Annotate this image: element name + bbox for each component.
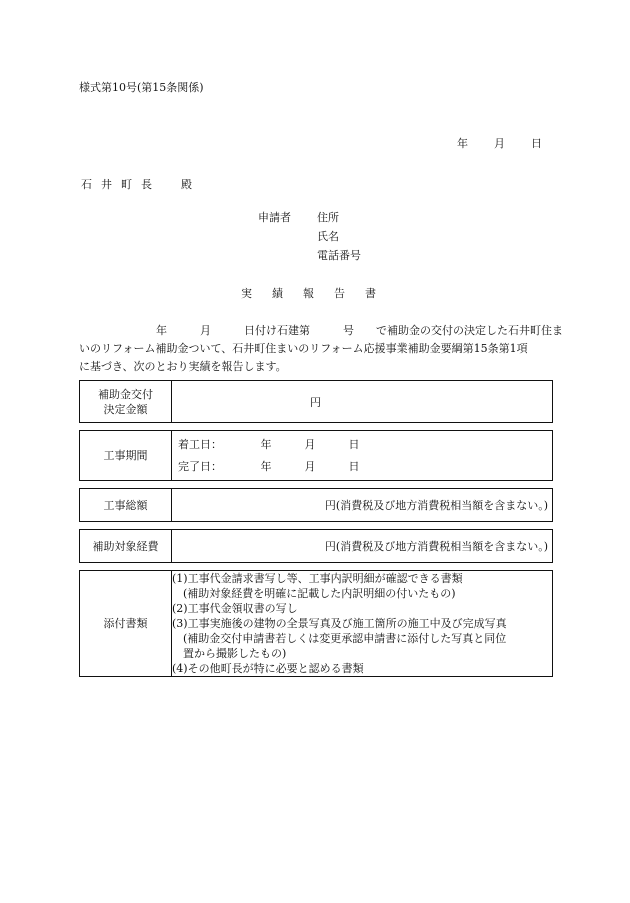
body-paragraph (79, 322, 563, 376)
table-row (80, 381, 553, 423)
date-year: 年 (457, 137, 468, 150)
construction-period-field[interactable] (172, 431, 553, 481)
end-date: 完了日： 年 月 日 (178, 459, 360, 473)
body-line-3: に基づき、次のとおり実績を報告します。 (79, 360, 287, 373)
construction-period-label: 工事期間 (80, 431, 172, 481)
attachment-item: (1)工事代金請求書写し等、工事内訳明細が確認できる書類 (172, 572, 463, 585)
attachment-item: (補助対象経費を明確に記載した内訳明細の付いたもの) (172, 587, 456, 600)
table-row (80, 489, 553, 522)
body-line-1: 年 月 日付け石建第 号 で補助金の交付の決定した石井町住ま (79, 324, 563, 337)
total-cost-field[interactable]: 円(消費税及び地方消費税相当額を含まない。) (172, 489, 553, 522)
grant-amount-field[interactable] (172, 381, 553, 423)
body-line-2: いのリフォーム補助金ついて、石井町住まいのリフォーム応援事業補助金要綱第15条第1項 (79, 342, 528, 355)
attachment-item: (3)工事実施後の建物の全景写真及び施工箇所の施工中及び完成写真 (172, 617, 507, 630)
eligible-cost-field[interactable]: 円(消費税及び地方消費税相当額を含まない。) (172, 530, 553, 563)
attachments-label: 添付書類 (80, 571, 172, 677)
table-spacer (80, 423, 553, 431)
attachment-item: (4)その他町長が特に必要と認める書類 (172, 662, 364, 675)
attachment-item: (2)工事代金領収書の写し (172, 602, 298, 615)
attachment-item: (補助金交付申請書若しくは変更承認申請書に添付した写真と同位 (172, 632, 507, 645)
start-date: 着工日： 年 月 日 (178, 437, 360, 451)
table-row (80, 571, 553, 677)
grant-amount-unit: 円 (310, 395, 321, 409)
table-row (80, 431, 553, 481)
form-number: 様式第10号(第15条関係) (79, 81, 204, 94)
attachments-list (172, 571, 553, 677)
attachment-item: 置から撮影したもの) (172, 647, 287, 660)
date-month: 月 (494, 137, 505, 150)
grant-amount-label: 補助金交付 決定金額 (80, 381, 172, 423)
date-day: 日 (531, 137, 542, 150)
document-title: 実績報告書 (241, 287, 396, 300)
total-cost-label: 工事総額 (80, 489, 172, 522)
eligible-cost-label: 補助対象経費 (80, 530, 172, 563)
table-spacer (80, 522, 553, 530)
table-spacer (80, 563, 553, 571)
table-spacer (80, 481, 553, 489)
address-label: 住所 (317, 211, 339, 224)
table-row (80, 530, 553, 563)
phone-label: 電話番号 (317, 249, 361, 262)
addressee: 石井町長 殿 (81, 178, 201, 191)
name-label: 氏名 (317, 230, 339, 243)
report-table (79, 380, 553, 677)
applicant-label: 申請者 (258, 211, 291, 224)
